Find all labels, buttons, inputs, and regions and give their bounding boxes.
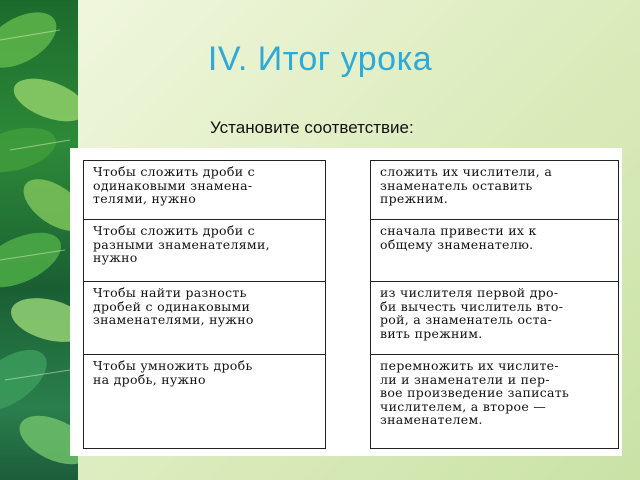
right-item: сложить их числители, а знаменатель оставить прежним.: [371, 161, 618, 220]
slide-title: IV. Итог урока: [207, 40, 433, 78]
left-item: Чтобы найти разность дробей с одинаковыми знаменателями, нужно: [84, 282, 325, 355]
right-column: [370, 160, 619, 449]
right-item: из числителя первой дро- би вычесть числитель вто- рой, а знаменатель оста- вить прежним.: [371, 282, 618, 355]
left-column: [83, 160, 326, 449]
left-item: Чтобы умножить дробь на дробь, нужно: [93, 358, 253, 387]
left-item: Чтобы сложить дроби с одинаковыми знамена- телями, нужно: [84, 161, 325, 220]
matching-table-image: [70, 148, 622, 456]
right-item: сначала привести их к общему знаменателю.: [371, 220, 618, 282]
left-item: Чтобы сложить дроби с разными знаменателями, нужно: [84, 220, 325, 282]
right-item: перемножить их числите- ли и знаменатели и пер- вое произведение записать числителем, а второе — знаменателем.: [380, 358, 570, 427]
instruction-text: Установите соответствие:: [210, 118, 414, 137]
